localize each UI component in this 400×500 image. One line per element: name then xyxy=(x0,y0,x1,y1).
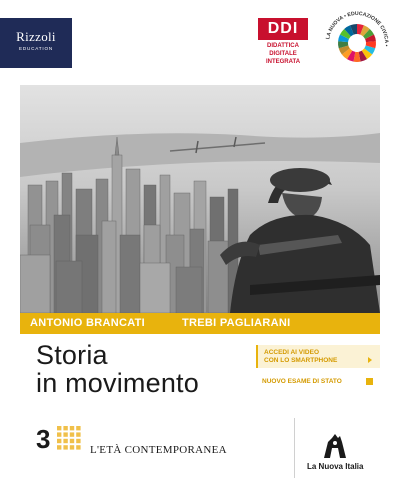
title-line-1: Storia xyxy=(36,340,108,370)
divider xyxy=(294,418,295,478)
ddi-lines xyxy=(258,42,308,66)
ddi-badge xyxy=(258,18,308,78)
author-2: TREBI PAGLIARANI xyxy=(182,317,291,329)
rizzoli-logo xyxy=(0,18,72,68)
hero-photo xyxy=(20,85,380,313)
square-bullet-icon xyxy=(366,378,373,385)
imprint-name: La Nuova Italia xyxy=(307,462,364,471)
rizzoli-name: Rizzoli xyxy=(16,29,56,44)
video-line-1: ACCEDI AI VIDEO xyxy=(264,349,320,356)
la-nuova-italia-logo-icon xyxy=(320,432,350,460)
dot-grid-icon xyxy=(56,425,82,451)
title-line-2: in movimento xyxy=(36,368,199,398)
video-line-2: CON LO SMARTPHONE xyxy=(264,357,338,364)
civica-ring-text: LA NUOVA • EDUCAZIONE CIVICA • xyxy=(325,10,390,47)
civic-education-wheel-icon xyxy=(322,8,392,78)
author-1: ANTONIO BRANCATI xyxy=(30,317,145,329)
ddi-line-1: DIDATTICA xyxy=(267,43,299,49)
play-arrow-icon xyxy=(368,357,372,363)
authors-band xyxy=(20,313,380,334)
volume-number: 3 xyxy=(36,424,51,454)
rizzoli-sub: EDUCATION xyxy=(19,46,53,51)
book-title xyxy=(36,341,246,397)
exam-label: NUOVO ESAME DI STATO xyxy=(262,378,342,385)
ddi-label: DDI xyxy=(258,18,308,40)
ddi-line-3: INTEGRATA xyxy=(265,59,301,65)
video-access-box xyxy=(256,345,380,368)
volume-subtitle: L'ETÀ CONTEMPORANEA xyxy=(90,444,227,456)
ddi-line-2: DIGITALE xyxy=(269,51,297,57)
